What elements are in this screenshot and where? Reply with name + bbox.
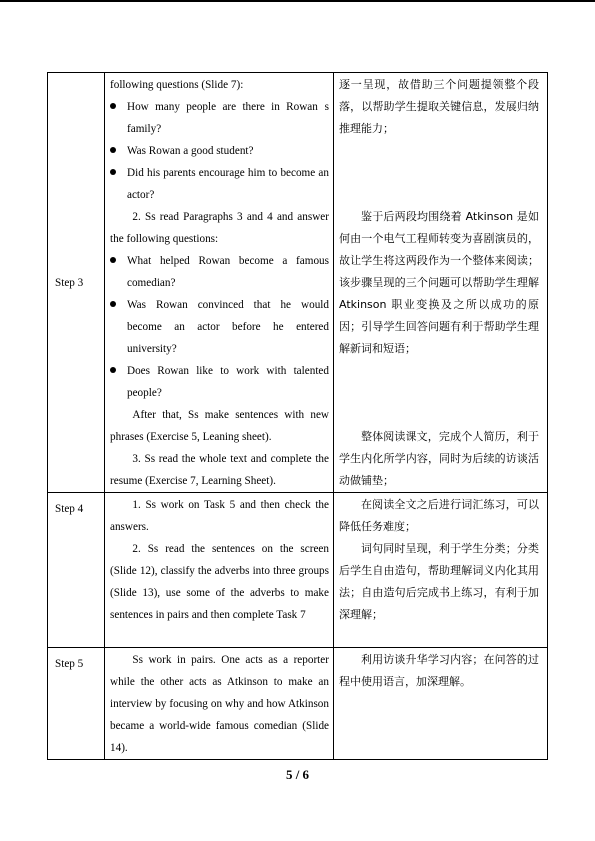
table-row-step3 xyxy=(48,73,548,493)
step-label: Step 3 xyxy=(48,73,105,493)
activity-cell xyxy=(105,493,334,648)
purpose-paragraph: 词句同时呈现，利于学生分类；分类后学生自由造句，帮助理解词义内化其用法；自由造句后完成书上练习，有利于加深理解； xyxy=(339,542,539,621)
purpose-cell xyxy=(334,648,548,760)
question-item: Was Rowan convinced that he would become an actor before he entered university? xyxy=(110,294,329,360)
lesson-plan-table xyxy=(47,72,548,760)
paragraph: 1. Ss work on Task 5 and then check the answers. xyxy=(110,499,329,533)
purpose-paragraph: 鉴于后两段均围绕着 Atkinson 是如何由一个电气工程师转变为喜剧演员的，故让学生将这两段作为一个整体来阅读；该步骤呈现的三个问题可以帮助学生理解 Atkinson 职业变换及之所以成功的原因；引导学生回答问题有利于帮助学生理解新词和短语； xyxy=(339,210,539,355)
bullet-icon xyxy=(110,147,116,153)
bullet-icon xyxy=(110,301,116,307)
paragraph: After that, Ss make sentences with new phrases (Exercise 5, Leaning sheet). xyxy=(110,409,329,443)
paragraph: Ss work in pairs. One acts as a reporter while the other acts as Atkinson to make an interview by focusing on why and how Atkinson became a world-wide famous comedian (Slide 14). xyxy=(110,654,329,754)
bullet-icon xyxy=(110,367,116,373)
question-item: Does Rowan like to work with talented people? xyxy=(110,360,329,404)
table-row-step4 xyxy=(48,493,548,648)
page-number: 5 / 6 xyxy=(285,767,310,782)
paragraph: 3. Ss read the whole text and complete the resume (Exercise 7, Learning Sheet). xyxy=(110,453,329,487)
purpose-paragraph: 逐一呈现，故借助三个问题提领整个段落，以帮助学生提取关键信息，发展归纳推理能力； xyxy=(339,78,539,135)
purpose-cell xyxy=(334,73,548,493)
intro-line: following questions (Slide 7): xyxy=(110,79,244,91)
purpose-paragraph: 在阅读全文之后进行词汇练习，可以降低任务难度； xyxy=(339,498,539,533)
bullet-icon xyxy=(110,169,116,175)
purpose-cell xyxy=(334,493,548,648)
activity-cell xyxy=(105,648,334,760)
paragraph: 2. Ss read Paragraphs 3 and 4 and answer the following questions: xyxy=(110,211,329,245)
question-item: Did his parents encourage him to become an actor? xyxy=(110,162,329,206)
question-item: What helped Rowan become a famous comedian? xyxy=(110,250,329,294)
paragraph: 2. Ss read the sentences on the screen (Slide 12), classify the adverbs into three groups (Slide 13), use some of the adverbs to make sentences in pairs and then complete Task 7 xyxy=(110,543,329,621)
bullet-icon xyxy=(110,103,116,109)
bullet-icon xyxy=(110,257,116,263)
purpose-paragraph: 整体阅读课文，完成个人简历，利于学生内化所学内容，同时为后续的访谈活动做铺垫； xyxy=(339,430,539,487)
question-item: Was Rowan a good student? xyxy=(110,140,329,162)
step-label: Step 5 xyxy=(48,648,105,760)
purpose-paragraph: 利用访谈升华学习内容；在问答的过程中使用语言，加深理解。 xyxy=(339,653,539,688)
question-item: How many people are there in Rowans family? xyxy=(110,96,329,140)
table-row-step5 xyxy=(48,648,548,760)
activity-cell xyxy=(105,73,334,493)
step-label: Step 4 xyxy=(48,493,105,648)
header-rule xyxy=(0,0,595,2)
